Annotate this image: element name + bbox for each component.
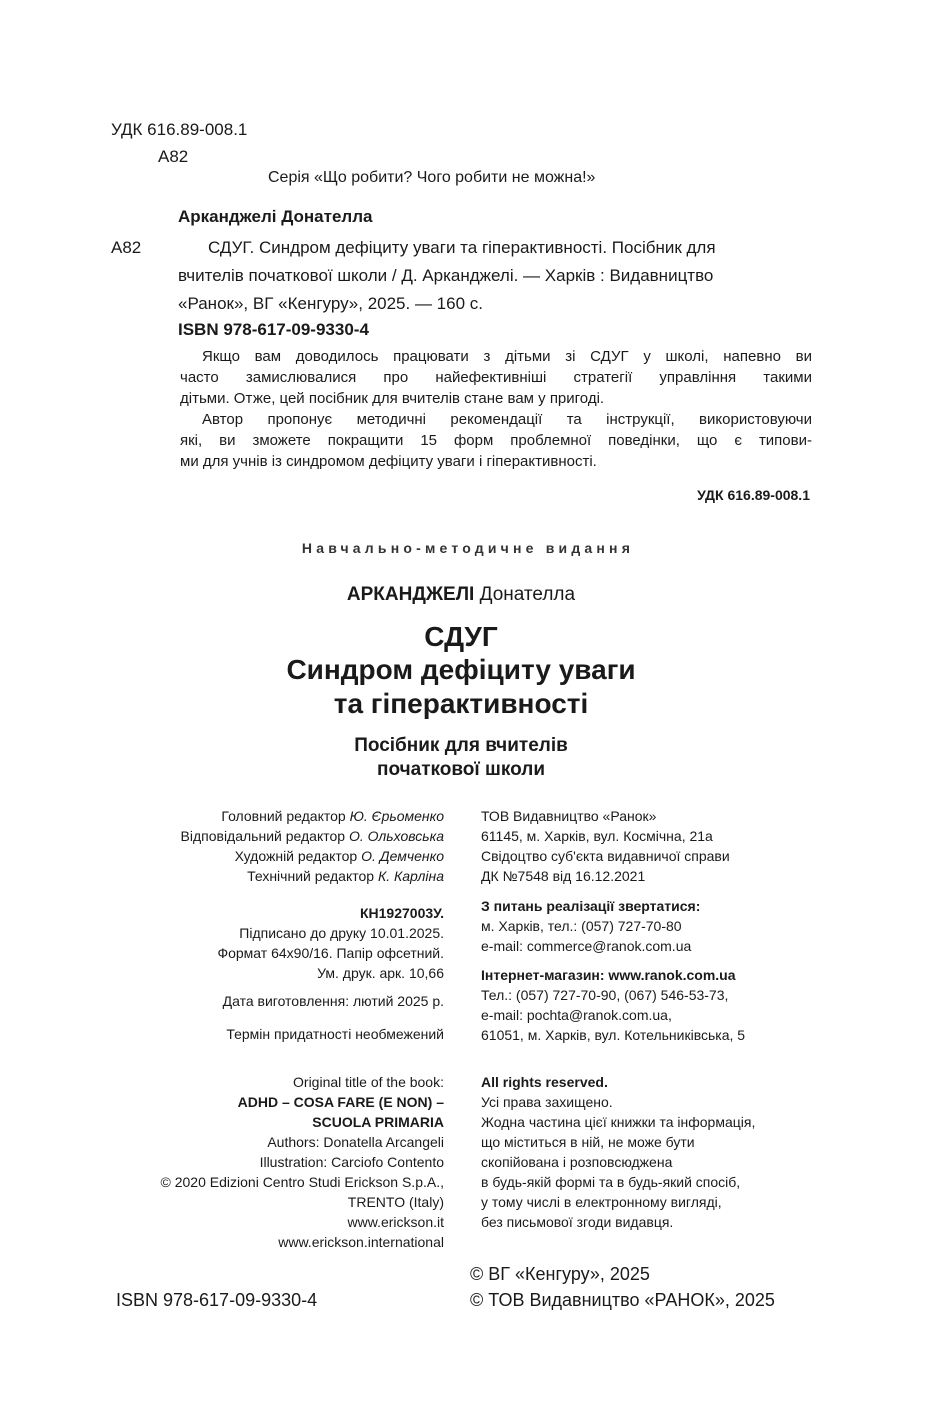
shop-heading: Інтернет-магазин: www.ranok.com.ua bbox=[481, 967, 736, 983]
publisher-line: ТОВ Видавництво «Ранок» bbox=[481, 808, 657, 824]
contact-email: e-mail: commerce@ranok.com.ua bbox=[481, 938, 692, 954]
description-line: вчителів початкової школи / Д. Арканджелі. — Харків : Видавництво bbox=[178, 266, 714, 285]
rights-line: в будь-якій формі та в будь-який спосіб, bbox=[481, 1174, 741, 1190]
production-date: Дата виготовлення: лютий 2025 р. bbox=[222, 993, 444, 1009]
abstract-line: часто замислювалися про найефективніші стратегії управління такими bbox=[180, 369, 812, 386]
description-line: СДУГ. Синдром дефіциту уваги та гіперактивності. Посібник для bbox=[208, 238, 716, 257]
original-title-block bbox=[161, 1072, 444, 1252]
catalog-author: Арканджелі Донателла bbox=[178, 207, 373, 226]
editor-name: О. Демченко bbox=[361, 848, 444, 864]
abstract-line: дітьми. Отже, цей посібник для вчителів стане вам у пригоді. bbox=[180, 390, 605, 407]
abstract-line: Автор пропонує методичні рекомендації та інструкції, використовуючи bbox=[202, 411, 812, 428]
editor-name: О. Ольховська bbox=[348, 828, 444, 844]
print-sheets: Ум. друк. арк. 10,66 bbox=[317, 965, 444, 981]
rights-notice bbox=[481, 1072, 755, 1232]
publisher-line: 61145, м. Харків, вул. Космічна, 21а bbox=[481, 828, 713, 844]
editor-role: Відповідальний редактор bbox=[180, 828, 346, 844]
series-title: Серія «Що робити? Чого робити не можна!» bbox=[268, 169, 596, 186]
editor-role: Технічний редактор bbox=[247, 868, 375, 884]
shelf-life: Термін придатності необмежений bbox=[226, 1026, 444, 1042]
edition-type: Навчально-методичне видання bbox=[301, 540, 635, 556]
abstract bbox=[180, 346, 812, 472]
abstract-line: які, ви зможете покращити 15 форм проблемної поведінки, що є типови- bbox=[180, 432, 812, 449]
subtitle-line: Посібник для вчителів bbox=[354, 735, 568, 756]
title-line: Синдром дефіциту уваги bbox=[286, 654, 636, 685]
editor-row bbox=[181, 806, 444, 826]
rights-line: у тому числі в електронному вигляді, bbox=[481, 1194, 722, 1210]
copyright-line: © ТОВ Видавництво «РАНОК», 2025 bbox=[470, 1290, 775, 1310]
print-format: Формат 64х90/16. Папір офсетний. bbox=[217, 945, 444, 961]
original-title: SCUOLA PRIMARIA bbox=[312, 1114, 444, 1130]
editors-list bbox=[181, 806, 444, 886]
print-info bbox=[217, 903, 444, 983]
edition-author bbox=[0, 584, 922, 606]
editor-row bbox=[181, 866, 444, 886]
original-illustration: Illustration: Carciofo Contento bbox=[259, 1154, 444, 1170]
online-shop bbox=[481, 965, 745, 1045]
footer-isbn: ISBN 978-617-09-9330-4 bbox=[116, 1290, 318, 1310]
original-copyright: © 2020 Edizioni Centro Studi Erickson S.p.A., bbox=[160, 1174, 444, 1190]
abstract-line: ми для учнів із синдромом дефіциту уваги і гіперактивності. bbox=[180, 453, 597, 470]
shop-phone: Тел.: (057) 727-70-90, (067) 546-53-73, bbox=[481, 987, 729, 1003]
publisher-info bbox=[481, 806, 730, 886]
editor-role: Художній редактор bbox=[234, 848, 358, 864]
editor-row bbox=[181, 846, 444, 866]
editor-name: Ю. Єрьоменко bbox=[349, 808, 444, 824]
title-line: СДУГ bbox=[424, 621, 498, 652]
rights-line: що міститься в ній, не може бути bbox=[481, 1134, 695, 1150]
original-label: Original title of the book: bbox=[293, 1074, 444, 1090]
website-link: www.erickson.international bbox=[278, 1234, 444, 1250]
rights-line: скопійована і розповсюджена bbox=[481, 1154, 673, 1170]
abstract-udk: УДК 616.89-008.1 bbox=[697, 487, 810, 503]
author-mark: А82 bbox=[158, 147, 189, 166]
original-authors: Authors: Donatella Arcangeli bbox=[267, 1134, 444, 1150]
copyright-line: © ВГ «Кенгуру», 2025 bbox=[470, 1264, 650, 1284]
description-line: «Ранок», ВГ «Кенгуру», 2025. — 160 с. bbox=[178, 294, 483, 313]
author-name: Донателла bbox=[479, 584, 576, 605]
author-surname: АРКАНДЖЕЛІ bbox=[346, 584, 475, 605]
publisher-line: ДК №7548 від 16.12.2021 bbox=[481, 868, 646, 884]
rights-heading: All rights reserved. bbox=[481, 1074, 608, 1090]
catalog-author-mark: А82 bbox=[111, 238, 142, 257]
catalog-description bbox=[178, 234, 810, 318]
subtitle-line: початкової школи bbox=[376, 759, 545, 780]
title-line: та гіперактивності bbox=[333, 688, 589, 719]
original-title: ADHD – COSA FARE (E NON) – bbox=[237, 1094, 444, 1110]
sales-contact bbox=[481, 896, 700, 956]
editor-name: К. Карліна bbox=[377, 868, 444, 884]
rights-line: Усі права захищено. bbox=[481, 1094, 613, 1110]
contact-phone: м. Харків, тел.: (057) 727-70-80 bbox=[481, 918, 682, 934]
udk-code: УДК 616.89-008.1 bbox=[111, 120, 248, 139]
rights-line: без письмової згоди видавця. bbox=[481, 1214, 674, 1230]
website-link: www.erickson.it bbox=[347, 1214, 444, 1230]
abstract-line: Якщо вам доводилось працювати з дітьми зі СДУГ у школі, напевно ви bbox=[202, 348, 812, 365]
original-copyright: TRENTO (Italy) bbox=[347, 1194, 444, 1210]
shop-address: 61051, м. Харків, вул. Котельниківська, 5 bbox=[481, 1027, 746, 1043]
shop-email: e-mail: pochta@ranok.com.ua, bbox=[481, 1007, 672, 1023]
print-signed: Підписано до друку 10.01.2025. bbox=[239, 925, 444, 941]
editor-role: Головний редактор bbox=[221, 808, 346, 824]
contact-heading: З питань реалізації звертатися: bbox=[481, 898, 701, 914]
print-code: КН1927003У. bbox=[359, 905, 444, 921]
publisher-line: Свідоцтво суб'єкта видавничої справи bbox=[481, 848, 730, 864]
editor-row bbox=[181, 826, 444, 846]
catalog-isbn: ISBN 978-617-09-9330-4 bbox=[178, 320, 369, 339]
rights-line: Жодна частина цієї книжки та інформація, bbox=[481, 1114, 756, 1130]
